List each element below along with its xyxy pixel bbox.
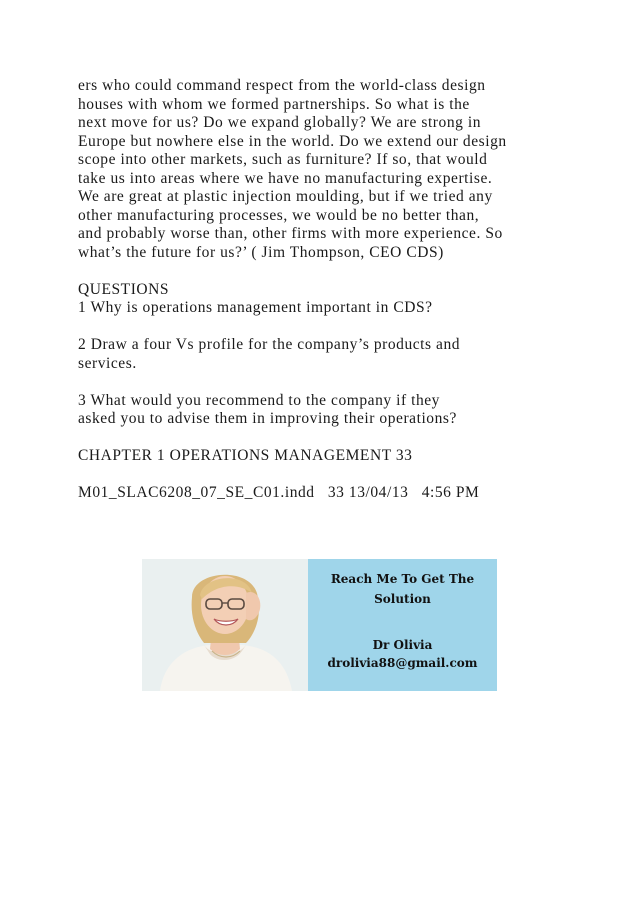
body-line: scope into other markets, such as furniture? If so, that would bbox=[78, 151, 488, 168]
body-line: next move for us? Do we expand globally? We are strong in bbox=[78, 114, 482, 131]
body-line: ers who could command respect from the world-class design bbox=[78, 77, 486, 94]
ad-headline: Reach Me To Get The bbox=[330, 572, 475, 586]
ad-subheadline: Solution bbox=[374, 592, 431, 606]
question-1: 1 Why is operations management important in CDS? bbox=[78, 299, 433, 316]
question-3-line-2: asked you to advise them in improving their operations? bbox=[78, 410, 457, 427]
question-2-line-2: services. bbox=[78, 354, 137, 372]
document-text bbox=[78, 77, 578, 503]
body-line: what’s the future for us?’ ( Jim Thompson, CEO CDS) bbox=[78, 243, 444, 261]
body-line: and probably worse than, other firms with more experience. So bbox=[78, 225, 503, 242]
file-info-line: M01_SLAC6208_07_SE_C01.indd 33 13/04/13 4:56 PM bbox=[78, 484, 480, 501]
person-photo bbox=[142, 559, 308, 691]
ad-email-link[interactable]: drolivia88@gmail.com bbox=[327, 656, 478, 670]
contact-panel[interactable] bbox=[308, 559, 497, 691]
body-line: houses with whom we formed partnerships. So what is the bbox=[78, 95, 470, 113]
body-line: We are great at plastic injection moulding, but if we tried any bbox=[78, 188, 493, 205]
contact-advert[interactable] bbox=[142, 559, 497, 691]
body-line: Europe but nowhere else in the world. Do we extend our design bbox=[78, 132, 507, 150]
body-line: other manufacturing processes, we would be no better than, bbox=[78, 206, 480, 224]
question-3-line-1: 3 What would you recommend to the company if they bbox=[78, 391, 440, 409]
questions-heading: QUESTIONS bbox=[78, 280, 170, 298]
question-2-line-1: 2 Draw a four Vs profile for the company’s products and bbox=[78, 336, 461, 353]
ad-contact-name: Dr Olivia bbox=[372, 638, 433, 652]
chapter-footer: CHAPTER 1 OPERATIONS MANAGEMENT 33 bbox=[78, 447, 413, 464]
woman-portrait-icon bbox=[142, 559, 308, 691]
body-line: take us into areas where we have no manufacturing expertise. bbox=[78, 169, 493, 187]
